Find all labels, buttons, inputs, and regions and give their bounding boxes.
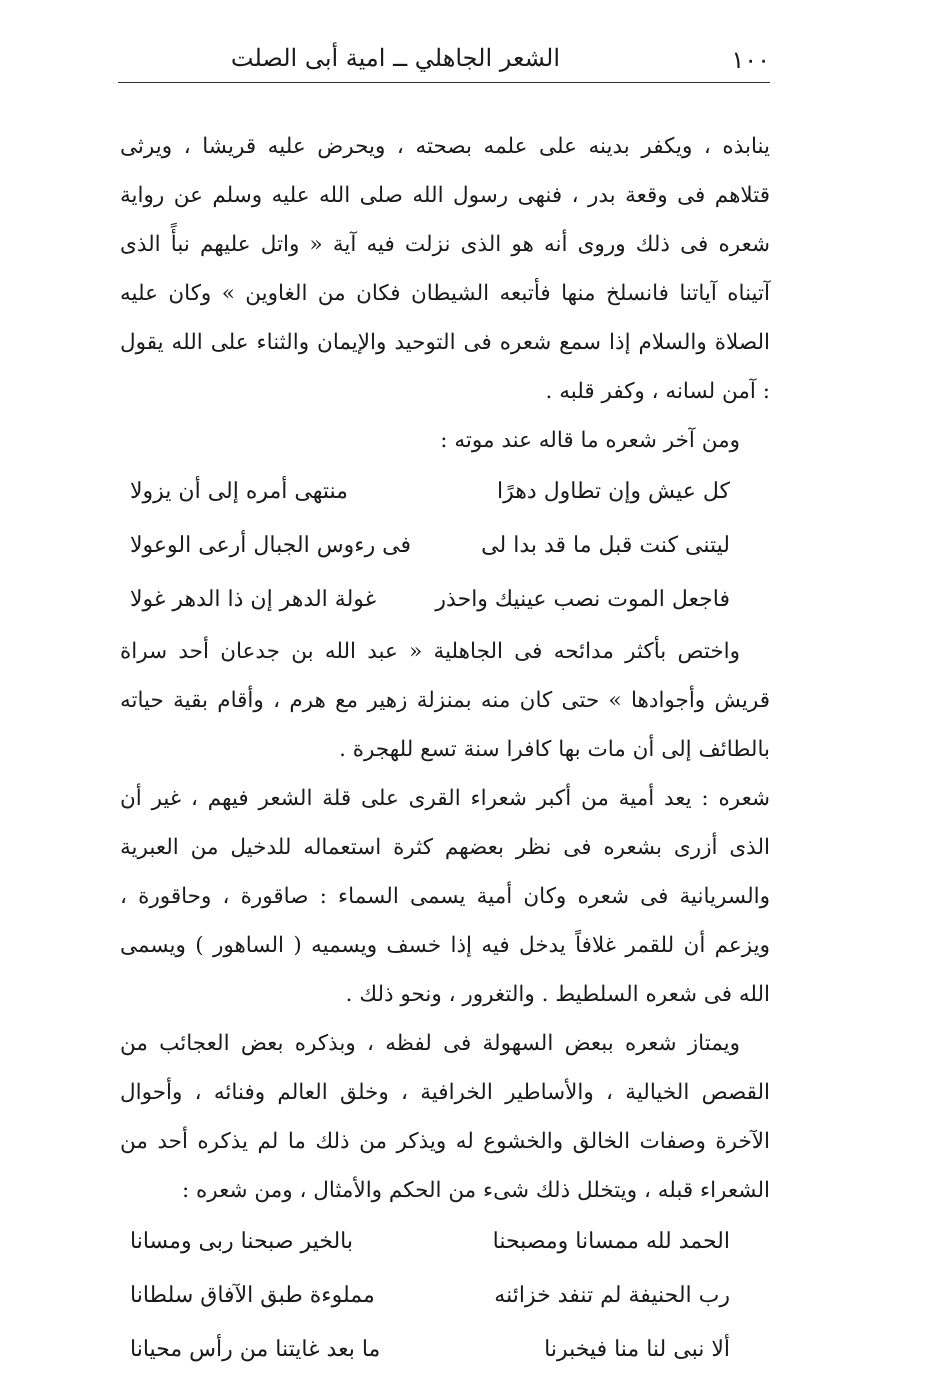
verse-line (130, 1215, 730, 1269)
verse-first-hemistich: ألا نبى لنا منا فيخبرنا (544, 1337, 730, 1362)
verse-first-hemistich: فاجعل الموت نصب عينيك واحذر (435, 587, 730, 612)
verse-second-hemistich: بالخير صبحنا ربى ومسانا (130, 1229, 353, 1254)
verse-first-hemistich: ليتنى كنت قبل ما قد بدا لى (481, 533, 730, 558)
page-header (115, 40, 770, 76)
body-text (120, 122, 770, 1377)
verse-line (130, 1323, 730, 1377)
verse-second-hemistich: مملوءة طبق الآفاق سلطانا (130, 1283, 375, 1308)
verse-line (130, 465, 730, 519)
page-number: ١٠٠ (731, 46, 770, 74)
header-rule (118, 82, 770, 83)
verse-line (130, 1269, 730, 1323)
paragraph: ينابذه ، ويكفر بدينه على علمه بصحته ، ويحرض عليه قريشا ، ويرثى قتلاهم فى وقعة بدر ، فنهى رسول الله صلى الله عليه وسلم عن رواية شعره فى ذلك وروى أنه هو الذى نزلت فيه آية « واتل عليهم نبأً الذى آتيناه آياتنا فانسلخ منها فأتبعه الشيطان فكان من الغاوين » وكان عليه الصلاة والسلام إذا سمع شعره فى التوحيد والإيمان والثناء على الله يقول : آمن لسانه ، وكفر قلبه . (120, 134, 770, 404)
verse-line (130, 573, 730, 627)
verse-second-hemistich: فى رءوس الجبال أرعى الوعولا (130, 533, 412, 558)
paragraph: ومن آخر شعره ما قاله عند موته : (440, 428, 740, 453)
verse-second-hemistich: منتهى أمره إلى أن يزولا (130, 479, 348, 504)
running-title: الشعر الجاهلي ــ امية أبى الصلت (230, 44, 560, 72)
verse-first-hemistich: الحمد لله ممسانا ومصبحنا (492, 1229, 730, 1254)
paragraph: ويمتاز شعره ببعض السهولة فى لفظه ، وبذكره بعض العجائب من القصص الخيالية ، والأساطير الخرافية ، وخلق العالم وفنائه ، وأحوال الآخرة وصفات الخالق والخشوع له ويذكر من ذلك ما لم يذكره أحد من الشعراء قبله ، ويتخلل ذلك شىء من الحكم والأمثال ، ومن شعره : (120, 1031, 770, 1203)
verse-first-hemistich: رب الحنيفة لم تنفد خزائنه (494, 1283, 730, 1308)
verse-first-hemistich: كل عيش وإن تطاول دهرًا (497, 479, 730, 504)
paragraph: شعره : يعد أمية من أكبر شعراء القرى على قلة الشعر فيهم ، غير أن الذى أزرى بشعره فى نظر بعضهم كثرة استعماله للدخيل من العبرية والسريانية فى شعره وكان أمية يسمى السماء : صاقورة ، وحاقورة ، ويزعم أن للقمر غلافاً يدخل فيه إذا خسف ويسميه ( الساهور ) ويسمى الله فى شعره السلطيط . والتغرور ، ونحو ذلك . (120, 786, 770, 1007)
verse-second-hemistich: غولة الدهر إن ذا الدهر غولا (130, 587, 377, 612)
verse-line (130, 519, 730, 573)
verse-second-hemistich: ما بعد غايتنا من رأس محيانا (130, 1337, 381, 1362)
paragraph: واختص بأكثر مدائحه فى الجاهلية « عبد الله بن جدعان أحد سراة قريش وأجوادها » حتى كان منه بمنزلة زهير مع هرم ، وأقام بقية حياته بالطائف إلى أن مات بها كافرا سنة تسع للهجرة . (120, 639, 770, 762)
